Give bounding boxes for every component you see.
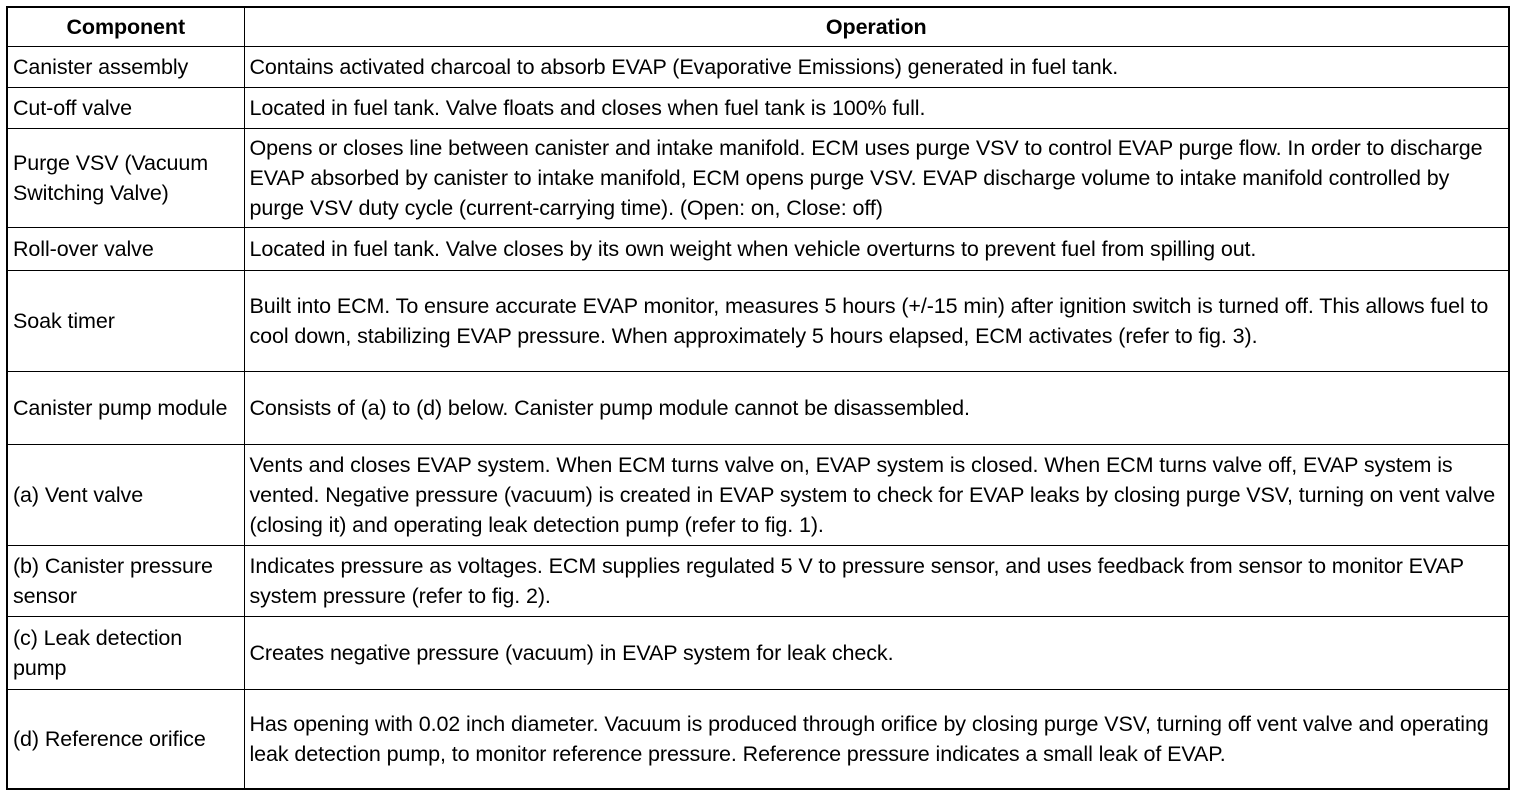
table-row xyxy=(7,372,1509,445)
table-row xyxy=(7,445,1509,546)
component-cell: (d) Reference orifice xyxy=(7,690,244,790)
table-row xyxy=(7,690,1509,790)
component-cell: Canister assembly xyxy=(7,47,244,88)
component-cell: (c) Leak detection pump xyxy=(7,617,244,690)
component-cell: Canister pump module xyxy=(7,372,244,445)
table-row xyxy=(7,617,1509,690)
component-cell: Roll-over valve xyxy=(7,228,244,271)
operation-cell: Located in fuel tank. Valve closes by its own weight when vehicle overturns to prevent fuel from spilling out. xyxy=(244,228,1509,271)
operation-cell: Consists of (a) to (d) below. Canister pump module cannot be disassembled. xyxy=(244,372,1509,445)
operation-cell: Creates negative pressure (vacuum) in EVAP system for leak check. xyxy=(244,617,1509,690)
component-cell: (a) Vent valve xyxy=(7,445,244,546)
component-cell: Purge VSV (Vacuum Switching Valve) xyxy=(7,129,244,228)
component-cell: Cut-off valve xyxy=(7,88,244,129)
operation-cell: Vents and closes EVAP system. When ECM turns valve on, EVAP system is closed. When ECM turns valve off, EVAP system is vented. Negative pressure (vacuum) is created in EVAP system to check for EVAP leaks by closing purge VSV, turning on vent valve (closing it) and operating leak detection pump (refer to fig. 1). xyxy=(244,445,1509,546)
operation-cell: Contains activated charcoal to absorb EVAP (Evaporative Emissions) generated in fuel tank. xyxy=(244,47,1509,88)
table-row xyxy=(7,228,1509,271)
header-component: Component xyxy=(7,7,244,47)
table-row xyxy=(7,88,1509,129)
operation-cell: Built into ECM. To ensure accurate EVAP monitor, measures 5 hours (+/-15 min) after ignition switch is turned off. This allows fuel to cool down, stabilizing EVAP pressure. When approximately 5 hours elapsed, ECM activates (refer to fig. 3). xyxy=(244,271,1509,372)
operation-cell: Located in fuel tank. Valve floats and closes when fuel tank is 100% full. xyxy=(244,88,1509,129)
table-row xyxy=(7,129,1509,228)
component-cell: Soak timer xyxy=(7,271,244,372)
table-row xyxy=(7,271,1509,372)
operation-cell: Indicates pressure as voltages. ECM supplies regulated 5 V to pressure sensor, and uses feedback from sensor to monitor EVAP system pressure (refer to fig. 2). xyxy=(244,546,1509,617)
table-row xyxy=(7,47,1509,88)
header-operation: Operation xyxy=(244,7,1509,47)
table-header-row xyxy=(7,7,1509,47)
component-cell: (b) Canister pressure sensor xyxy=(7,546,244,617)
operation-cell: Has opening with 0.02 inch diameter. Vacuum is produced through orifice by closing purge VSV, turning off vent valve and operating leak detection pump, to monitor reference pressure. Reference pressure indicates a small leak of EVAP. xyxy=(244,690,1509,790)
operation-cell: Opens or closes line between canister and intake manifold. ECM uses purge VSV to control EVAP purge flow. In order to discharge EVAP absorbed by canister to intake manifold, ECM opens purge VSV. EVAP discharge volume to intake manifold controlled by purge VSV duty cycle (current-carrying time). (Open: on, Close: off) xyxy=(244,129,1509,228)
evap-components-table xyxy=(6,6,1510,790)
table-row xyxy=(7,546,1509,617)
